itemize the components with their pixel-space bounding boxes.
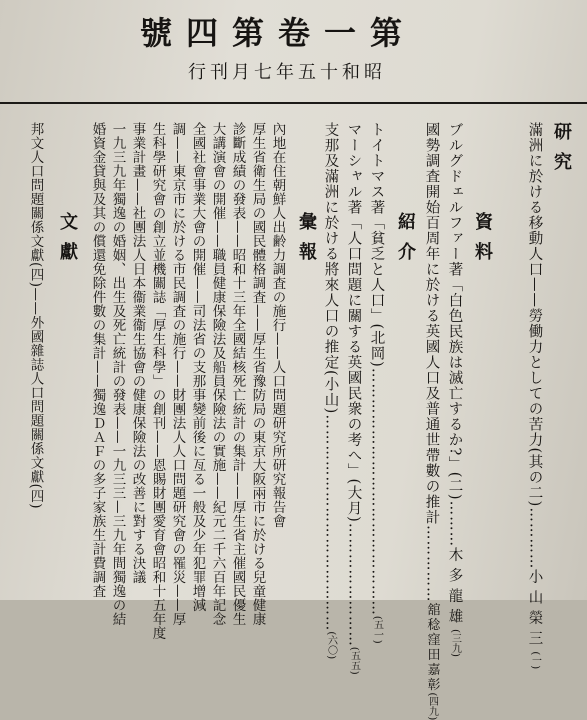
news-line-7: 生科學研究會の創立並機關誌「厚生科學」の創刊——恩賜財團愛育會昭和十五年度 bbox=[150, 122, 164, 640]
section-heading-introduction: 紹介 bbox=[396, 212, 414, 272]
section-heading-literature: 文獻 bbox=[58, 212, 76, 272]
news-line-8: 事業計畫——社團法人日本衞業衞生協會の健康保險法の改善に對する決議 bbox=[130, 122, 144, 584]
literature-line-1: 邦文人口問題關係文獻(四)——外國雜誌人口問題關係文獻(四) bbox=[28, 122, 42, 509]
section-heading-research: 研究 bbox=[552, 122, 570, 182]
leader-dots: …………………… bbox=[346, 523, 362, 647]
section-heading-materials: 資料 bbox=[473, 212, 491, 272]
leader-dots: ………………………………………… bbox=[369, 368, 385, 616]
toc-entry-introduction-2 bbox=[346, 122, 361, 675]
news-line-4: 大講演會の開催——職員健康保險法及船員保險法の實施——紀元二千六百年記念 bbox=[210, 122, 224, 626]
entry-author: 木多龍雄 bbox=[447, 547, 463, 629]
top-divider bbox=[0, 102, 587, 104]
entry-page: (四九) bbox=[427, 693, 438, 720]
entry-title: マーシャル著「人口問題に關する英國民衆の考へ」(大月) bbox=[346, 122, 362, 523]
news-line-2: 厚生省衛生局の國民體格調査——厚生省豫防局の東京大阪兩市に於ける兒童健康 bbox=[250, 122, 264, 626]
leader-dots: …………………………………… bbox=[323, 414, 339, 631]
section-heading-news: 彙報 bbox=[297, 212, 315, 272]
entry-page: (五一) bbox=[372, 616, 383, 644]
issue-header bbox=[140, 4, 440, 48]
entry-title: 國勢調査開始百周年に於ける英國人口及普通世帶數の推計 bbox=[424, 122, 440, 525]
entry-title: ブルグドェルファー著「白色民族は滅亡するか?」(二) bbox=[447, 122, 463, 501]
entry-author: 舘稔窪田嘉彰 bbox=[425, 603, 440, 693]
toc-entry-research-1 bbox=[527, 122, 542, 669]
toc-entry-introduction-1 bbox=[369, 122, 384, 644]
entry-title: 滿洲に於ける移動人口——勞働力としての苦力(其の二) bbox=[527, 122, 543, 507]
entry-title: トイトマス著「貧乏と人口」(北岡) bbox=[369, 122, 385, 368]
entry-author: 小山榮三 bbox=[527, 569, 543, 651]
news-line-6: 調——東京市に於ける市民調査の施行——財團法人人口問題研究會の罹災——厚 bbox=[170, 122, 184, 626]
leader-dots: ……… bbox=[447, 501, 463, 548]
leader-dots: ………… bbox=[527, 507, 543, 569]
entry-page: (三九) bbox=[450, 629, 461, 657]
entry-title: 支那及滿洲に於ける將來人口の推定(小山) bbox=[323, 122, 339, 414]
toc-entry-introduction-3 bbox=[323, 122, 338, 659]
entry-page: (五五) bbox=[349, 647, 360, 675]
entry-page: (六〇) bbox=[326, 631, 337, 659]
news-line-5: 全國社會事業大會の開催——司法省の支那事變前後に亙る一般及少年犯罪增減 bbox=[190, 122, 204, 612]
toc-entry-materials-1 bbox=[447, 122, 462, 657]
entry-page: (一) bbox=[530, 651, 541, 669]
news-line-1: 內地在住朝鮮人出齢力調査の施行——人口問題研究所研究報告會 bbox=[270, 122, 284, 528]
leader-dots: …………… bbox=[424, 525, 440, 603]
issue-title: 第一卷第四號 bbox=[140, 8, 416, 54]
toc-entry-materials-2 bbox=[424, 122, 439, 720]
news-line-9: 一九三九年獨逸の婚姻、出生及死亡統計の發表——一九三三—三九年間獨逸の結 bbox=[110, 122, 124, 626]
news-line-10: 婚資金貸與及其の償還免除件數の集計——獨逸ＤＡＦの多子家族生計費調査 bbox=[90, 122, 104, 598]
news-line-3: 診斷成績の發表——昭和十三年全國結核死亡統計の集計——厚生省主催國民優生 bbox=[230, 122, 244, 626]
issue-date: 昭和十五年七月刊行 bbox=[188, 58, 386, 84]
